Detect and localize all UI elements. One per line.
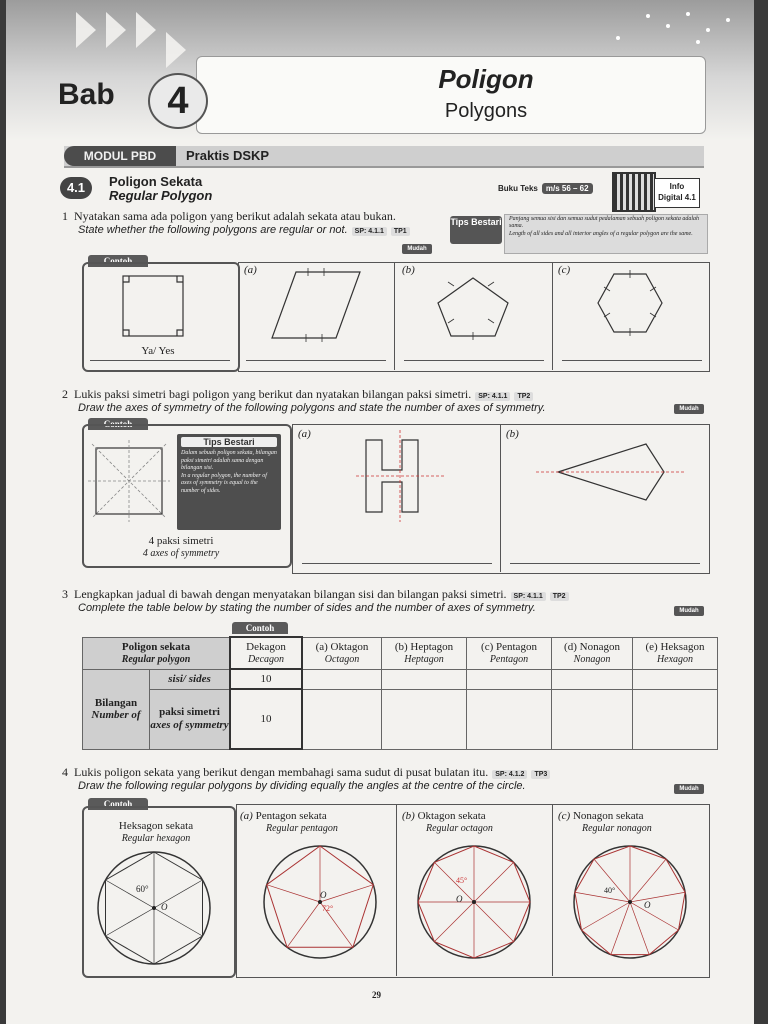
radius-line: [474, 862, 514, 902]
module-label: Praktis DSKP: [186, 148, 270, 163]
page-number: 29: [372, 990, 381, 1000]
example-answer-ms: 4 paksi simetri: [148, 535, 214, 547]
column-label-en: Hexagon: [656, 654, 694, 665]
column-label: (d) Nonagon: [564, 641, 620, 653]
radius-line: [575, 892, 630, 902]
column-label: (e) Heksagon: [645, 641, 705, 653]
radius-line: [630, 892, 685, 902]
chapter-subtitle: Polygons: [444, 100, 528, 122]
difficulty-badge: Mudah: [674, 404, 704, 414]
tip-text-en: In a regular polygon, the number of axes of symmetry is equal to the number of sides.: [181, 472, 267, 494]
part-title-en: Regular pentagon: [266, 823, 338, 834]
radius-line: [267, 885, 320, 902]
part-title-ms: Oktagon sekata: [417, 810, 486, 822]
column-label: (b) Heptagon: [394, 641, 454, 653]
part-label: (b): [402, 264, 415, 276]
part-label: (c): [558, 810, 571, 822]
column-label-en: Nonagon: [573, 654, 611, 665]
radius-line: [611, 902, 630, 955]
centre-dot: [472, 900, 476, 904]
row-group-en: Number of: [91, 709, 141, 721]
example-tag: Contoh: [88, 255, 148, 267]
sp-code: SP: 4.1.1: [352, 227, 387, 236]
question-number: 3: [62, 587, 68, 601]
example-title-en: Regular hexagon: [121, 833, 191, 844]
table-cell: 10: [230, 689, 302, 749]
sp-code: SP: 4.1.1: [511, 592, 546, 601]
part-title-en: Regular octagon: [426, 823, 493, 834]
question-number: 1: [62, 209, 68, 223]
question-text-ms: Nyatakan sama ada poligon yang berikut adalah sekata atau bukan.: [74, 209, 396, 223]
question-text-en: Draw the axes of symmetry of the following polygons and state the number of axes of symmetry.: [78, 402, 546, 414]
column-label-en: Octagon: [324, 654, 360, 665]
column-label-en: Pentagon: [489, 654, 529, 665]
difficulty-badge: Mudah: [674, 606, 704, 616]
question-text-en: Draw the following regular polygons by dividing equally the angles at the centre of the circle.: [78, 780, 526, 792]
q4-circles: [6, 0, 754, 1024]
radius-line: [630, 902, 678, 930]
tp-code: TP3: [531, 770, 550, 779]
example-title-ms: Heksagon sekata: [118, 820, 194, 832]
question-number: 2: [62, 387, 68, 401]
info-line2: Digital 4.1: [658, 193, 696, 202]
angle-label: 60°: [136, 884, 149, 894]
sp-code: SP: 4.1.2: [492, 770, 527, 779]
question-text-en: Complete the table below by stating the number of sides and the number of axes of symmetry.: [78, 602, 536, 614]
example-tag: Contoh: [88, 418, 148, 430]
tip-text-ms: Panjang semua sisi dan semua sudut pedalaman sebuah poligon sekata adalah sama.: [509, 216, 699, 230]
angle-label: 72°: [322, 904, 334, 913]
radius-line: [594, 859, 630, 902]
question-text-en: State whether the following polygons are regular or not.: [78, 224, 348, 236]
chapter-title: Poligon: [438, 64, 534, 94]
tip-text-en: Length of all sides and all interior angles of a regular polygon are the same.: [509, 230, 693, 237]
part-label: (b): [402, 810, 415, 822]
example-tag: Contoh: [232, 622, 288, 634]
header-ms: Poligon sekata: [121, 641, 191, 653]
part-label: (a): [298, 428, 311, 440]
part-label: (a): [240, 810, 253, 822]
header-en: Regular polygon: [121, 654, 191, 665]
radius-line: [434, 902, 474, 942]
row-group-ms: Bilangan: [94, 697, 138, 709]
section-title-en: Regular Polygon: [109, 188, 213, 203]
example-answer-en: 4 axes of symmetry: [142, 548, 220, 559]
section-number: 4.1: [60, 177, 92, 199]
tips-bestari-badge: Tips Bestari: [181, 437, 277, 447]
column-label: (c) Pentagon: [481, 641, 537, 653]
centre-label: O: [161, 902, 168, 912]
part-title-ms: Nonagon sekata: [572, 810, 644, 822]
centre-label: O: [456, 894, 463, 904]
textbook-label: Buku Teks: [498, 184, 538, 193]
info-line1: Info: [669, 182, 685, 191]
tips-bestari-badge: Tips Bestari: [450, 216, 502, 244]
row-label-ms: paksi simetri: [159, 706, 220, 718]
part-label: (b): [506, 428, 519, 440]
column-label: (a) Oktagon: [315, 641, 369, 653]
row-label-en: axes of symmetry: [150, 719, 229, 731]
centre-dot: [628, 900, 632, 904]
question-number: 4: [62, 765, 68, 779]
radius-line: [287, 902, 320, 947]
column-label-en: Heptagon: [404, 654, 444, 665]
section-title-ms: Poligon Sekata: [109, 174, 203, 189]
example-tag: Contoh: [88, 798, 148, 810]
radius-line: [434, 862, 474, 902]
part-label: (a): [244, 264, 257, 276]
tp-code: TP1: [391, 227, 410, 236]
centre-label: O: [320, 890, 327, 900]
angle-label: 40°: [604, 886, 616, 895]
radius-line: [106, 908, 154, 936]
radius-line: [320, 885, 373, 902]
tip-text-ms: Dalam sebuah poligon sekata, bilangan paksi simetri adalah sama dengan bilangan sisi.: [181, 450, 277, 471]
question-text-ms: Lukis paksi simetri bagi poligon yang berikut dan nyatakan bilangan paksi simetri.: [74, 387, 472, 401]
centre-label: O: [644, 900, 651, 910]
radius-line: [474, 902, 514, 942]
column-label-en: Decagon: [247, 654, 285, 665]
table-cell: 10: [230, 669, 302, 689]
column-label: Dekagon: [246, 641, 286, 653]
radius-line: [582, 902, 630, 930]
radius-line: [154, 908, 202, 936]
module-tag: MODUL PBD: [64, 146, 176, 166]
textbook-pages: m/s 56 – 62: [542, 183, 593, 194]
row-label-sides: sisi/ sides: [150, 669, 231, 689]
chapter-number: 4: [148, 73, 208, 129]
question-text-ms: Lengkapkan jadual di bawah dengan menyatakan bilangan sisi dan bilangan paksi simetri.: [74, 587, 507, 601]
example-answer: Ya/ Yes: [141, 345, 175, 357]
part-label: (c): [558, 264, 571, 276]
part-title-ms: Pentagon sekata: [255, 810, 327, 822]
question-text-ms: Lukis poligon sekata yang berikut dengan membahagi sama sudut di pusat bulatan itu.: [74, 765, 489, 779]
workbook-page: [6, 0, 754, 1024]
chapter-label: Bab: [58, 78, 115, 111]
sp-code: SP: 4.1.1: [475, 392, 510, 401]
tp-code: TP2: [514, 392, 533, 401]
tp-code: TP2: [550, 592, 569, 601]
centre-dot: [152, 906, 156, 910]
difficulty-badge: Mudah: [402, 244, 432, 254]
radius-line: [630, 859, 666, 902]
angle-label: 45°: [456, 876, 468, 885]
part-title-en: Regular nonagon: [582, 823, 652, 834]
difficulty-badge: Mudah: [674, 784, 704, 794]
